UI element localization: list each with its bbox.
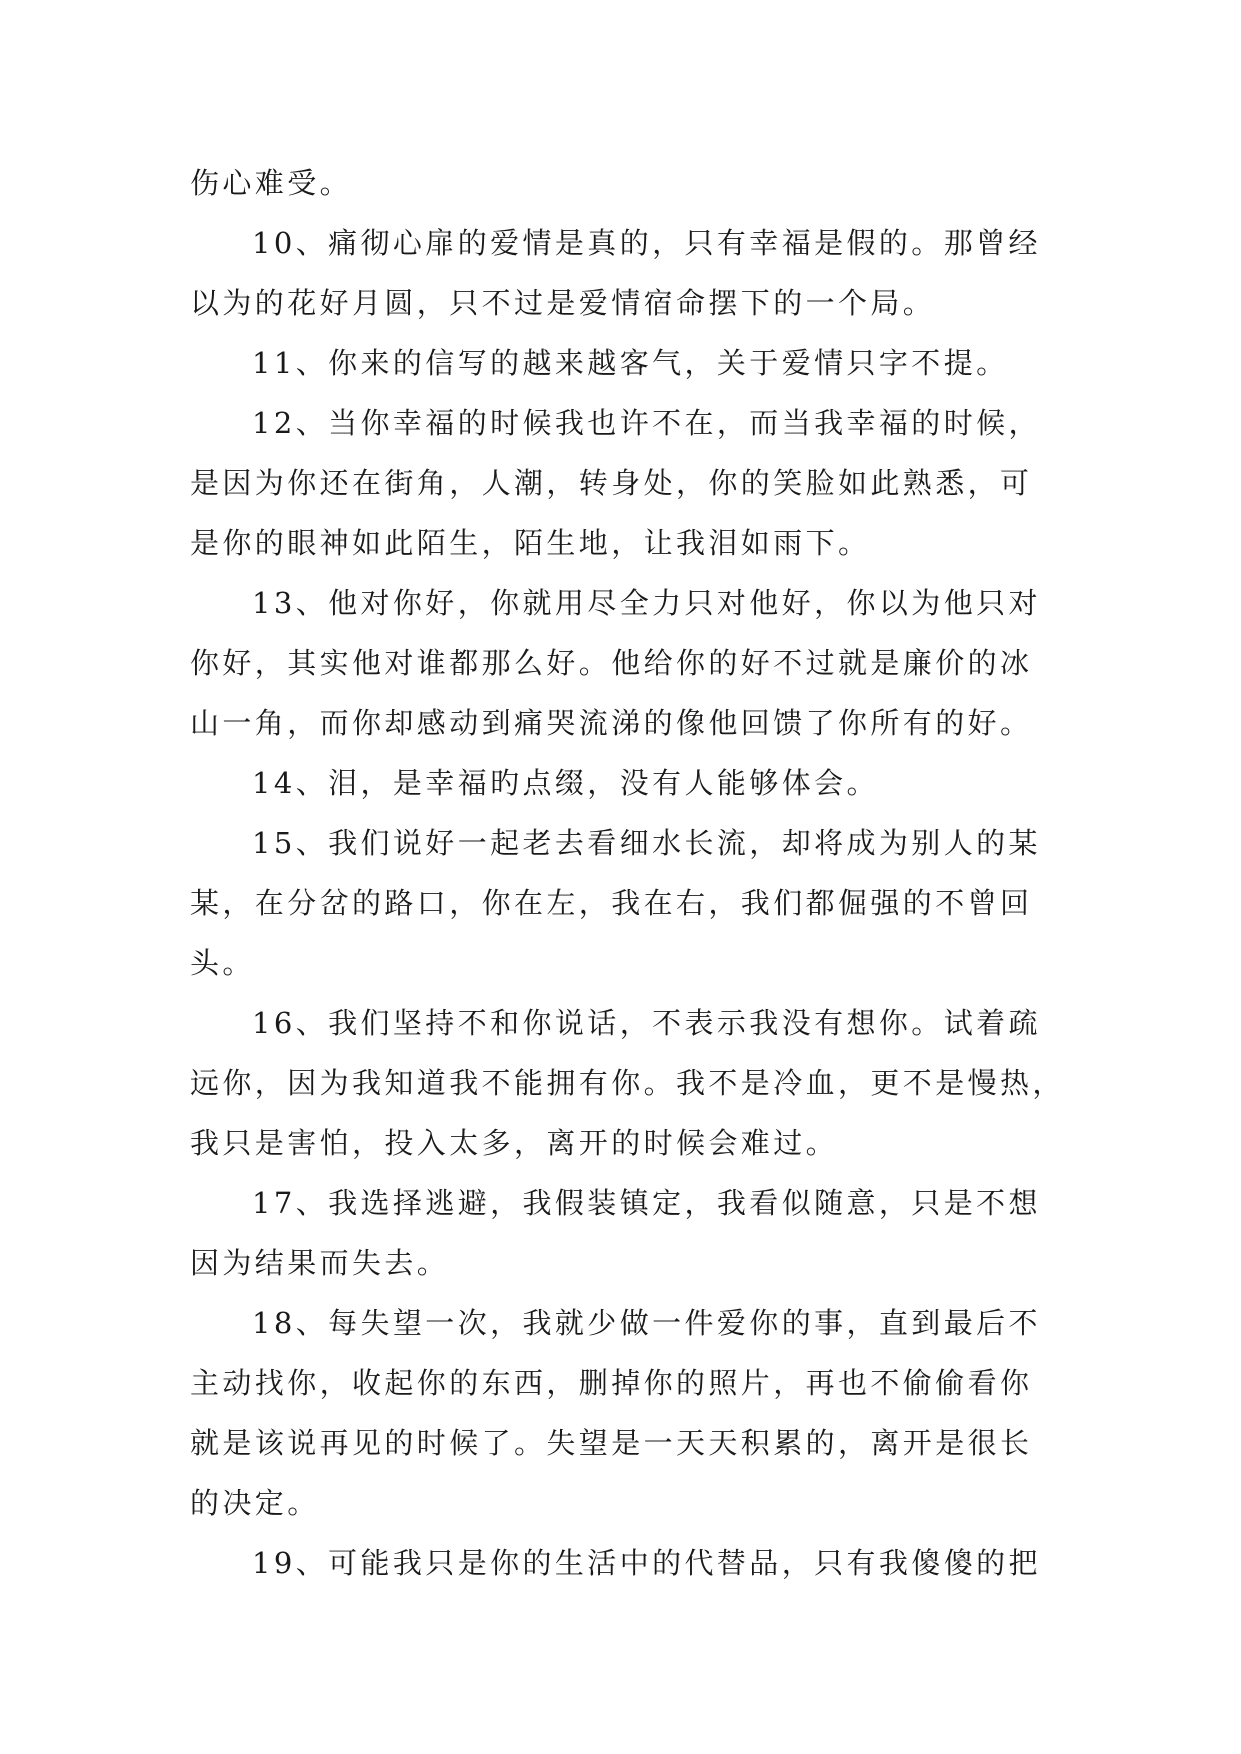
text-line: 10、痛彻心扉的爱情是真的，只有幸福是假的。那曾经 — [252, 226, 1041, 260]
text-line: 头。 — [190, 946, 255, 980]
text-line: 就是该说再见的时候了。失望是一天天积累的，离开是很长 — [190, 1426, 1033, 1460]
text-line: 因为结果而失去。 — [190, 1246, 450, 1280]
text-line: 16、我们坚持不和你说话，不表示我没有想你。试着疏 — [252, 1006, 1041, 1040]
text-line: 某，在分岔的路口，你在左，我在右，我们都倔强的不曾回 — [190, 886, 1033, 920]
text-line: 17、我选择逃避，我假装镇定，我看似随意，只是不想 — [252, 1186, 1041, 1220]
text-line: 以为的花好月圆，只不过是爱情宿命摆下的一个局。 — [190, 286, 936, 320]
text-line: 是因为你还在街角，人潮，转身处，你的笑脸如此熟悉，可 — [190, 466, 1033, 500]
text-line: 主动找你，收起你的东西，删掉你的照片，再也不偷偷看你 — [190, 1366, 1033, 1400]
text-line: 伤心难受。 — [190, 166, 353, 200]
text-line: 你好，其实他对谁都那么好。他给你的好不过就是廉价的冰 — [190, 646, 1033, 680]
text-line: 19、可能我只是你的生活中的代替品，只有我傻傻的把 — [252, 1546, 1041, 1580]
text-line: 是你的眼神如此陌生，陌生地，让我泪如雨下。 — [190, 526, 871, 560]
text-line: 18、每失望一次，我就少做一件爱你的事，直到最后不 — [252, 1306, 1041, 1340]
text-line: 11、你来的信写的越来越客气，关于爱情只字不提。 — [252, 346, 1009, 380]
text-line: 12、当你幸福的时候我也许不在，而当我幸福的时候， — [252, 406, 1041, 440]
text-line: 我只是害怕，投入太多，离开的时候会难过。 — [190, 1126, 839, 1160]
text-line: 远你，因为我知道我不能拥有你。我不是冷血，更不是慢热， — [190, 1066, 1065, 1100]
document-body — [190, 153, 1065, 1593]
text-line: 14、泪，是幸福旳点缀，没有人能够体会。 — [252, 766, 879, 800]
text-line: 的决定。 — [190, 1486, 320, 1520]
text-line: 15、我们说好一起老去看细水长流，却将成为别人的某 — [252, 826, 1041, 860]
text-line: 山一角，而你却感动到痛哭流涕的像他回馈了你所有的好。 — [190, 706, 1033, 740]
text-line: 13、他对你好，你就用尽全力只对他好，你以为他只对 — [252, 586, 1041, 620]
